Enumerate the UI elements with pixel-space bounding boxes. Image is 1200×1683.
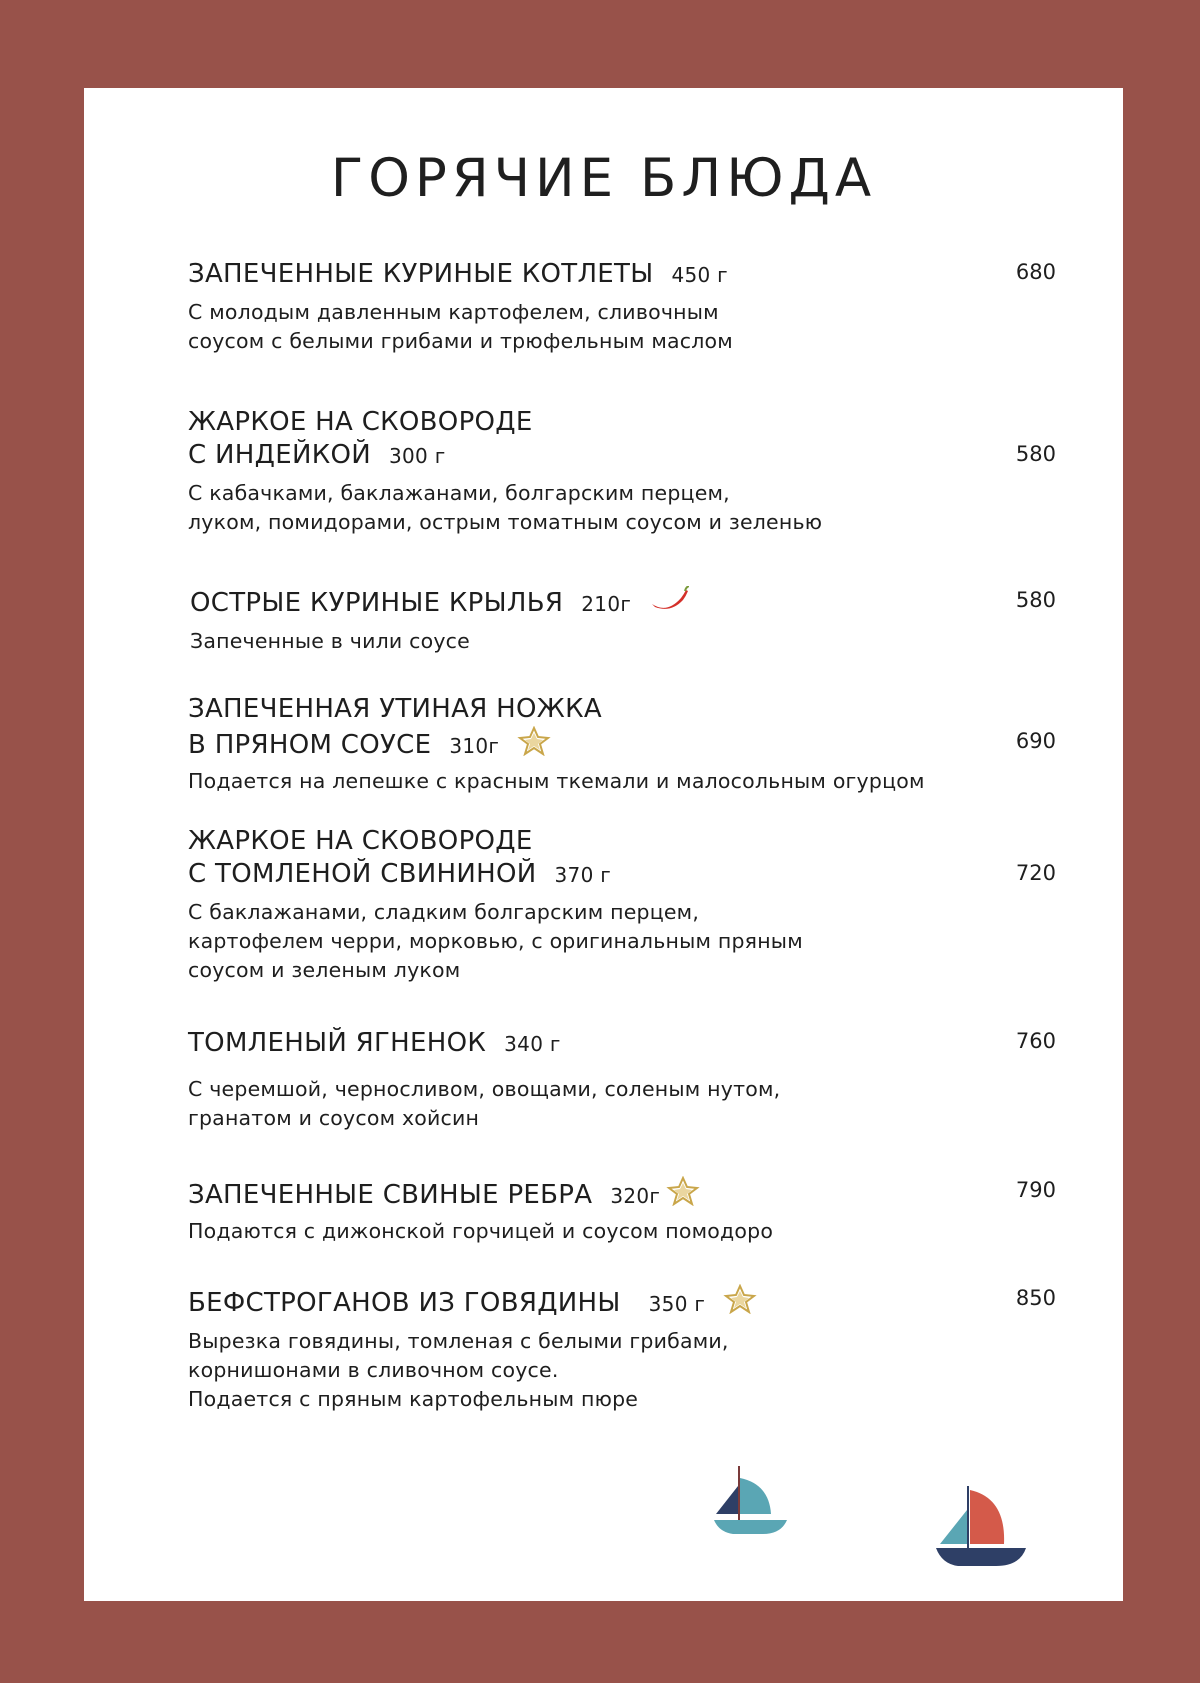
item-weight: 370 г xyxy=(554,863,612,887)
item-price: 690 xyxy=(1015,729,1056,753)
menu-item xyxy=(188,258,1058,356)
sailboat-icon xyxy=(713,1464,789,1544)
item-description: Вырезка говядины, томленая с белыми грибами, корнишонами в сливочном соусе. Подается с пряным картофельным пюре xyxy=(188,1329,729,1411)
menu-page xyxy=(84,88,1123,1601)
item-price: 790 xyxy=(1015,1178,1056,1202)
star-icon xyxy=(517,726,551,765)
star-icon xyxy=(666,1176,700,1215)
item-name: ЖАРКОЕ НА СКОВОРОДЕ С ТОМЛЕНОЙ СВИНИНОЙ 370 г xyxy=(188,826,612,889)
item-description: С черемшой, черносливом, овощами, соленым нутом, гранатом и соусом хойсин xyxy=(188,1077,781,1130)
menu-item xyxy=(188,406,1058,537)
item-name: ТОМЛЕНЫЙ ЯГНЕНОК 340 г xyxy=(188,1028,561,1058)
item-weight: 450 г xyxy=(671,263,728,287)
item-name: ЗАПЕЧЕННЫЕ СВИНЫЕ РЕБРА 320г xyxy=(188,1176,1058,1215)
star-icon xyxy=(723,1284,757,1323)
item-price: 680 xyxy=(1015,260,1056,284)
menu-item xyxy=(188,825,1058,985)
item-price: 580 xyxy=(1015,442,1056,466)
item-name: ОСТРЫЕ КУРИНЫЕ КРЫЛЬЯ 210г xyxy=(190,586,1060,621)
item-weight: 310г xyxy=(449,734,500,758)
sailboat-icon xyxy=(936,1484,1028,1580)
item-description: С кабачками, баклажанами, болгарским перцем, луком, помидорами, острым томатным соусом и зеленью xyxy=(188,481,823,534)
item-description: Подаются с дижонской горчицей и соусом помодоро xyxy=(188,1219,774,1243)
item-name: ЗАПЕЧЕННАЯ УТИНАЯ НОЖКА В ПРЯНОМ СОУСЕ 310г xyxy=(188,693,1058,765)
page-title: ГОРЯЧИЕ БЛЮДА xyxy=(330,148,877,209)
item-price: 850 xyxy=(1015,1286,1056,1310)
item-name: БЕФСТРОГАНОВ ИЗ ГОВЯДИНЫ 350 г xyxy=(188,1284,1058,1323)
item-price: 580 xyxy=(1015,588,1056,612)
item-description: Подается на лепешке с красным ткемали и малосольным огурцом xyxy=(188,769,925,793)
item-description: С молодым давленным картофелем, сливочным соусом с белыми грибами и трюфельным маслом xyxy=(188,300,733,353)
menu-item xyxy=(188,1027,1058,1133)
menu-item xyxy=(188,1284,1058,1414)
item-weight: 210г xyxy=(581,592,632,616)
menu-item xyxy=(188,693,1058,796)
item-weight: 340 г xyxy=(504,1032,561,1056)
item-weight: 350 г xyxy=(648,1292,706,1316)
item-price: 720 xyxy=(1015,861,1056,885)
item-description: С баклажанами, сладким болгарским перцем, картофелем черри, морковью, с оригинальным пряным соусом и зеленым луком xyxy=(188,900,803,982)
item-weight: 320г xyxy=(610,1184,661,1208)
item-price: 760 xyxy=(1015,1029,1056,1053)
item-description: Запеченные в чили соусе xyxy=(190,629,470,653)
item-weight: 300 г xyxy=(388,444,446,468)
item-name: ЖАРКОЕ НА СКОВОРОДЕ С ИНДЕЙКОЙ 300 г xyxy=(188,407,533,470)
menu-item xyxy=(188,1176,1058,1246)
item-name: ЗАПЕЧЕННЫЕ КУРИНЫЕ КОТЛЕТЫ 450 г xyxy=(188,259,728,289)
chili-pepper-icon xyxy=(649,586,689,621)
menu-item xyxy=(190,586,1060,656)
